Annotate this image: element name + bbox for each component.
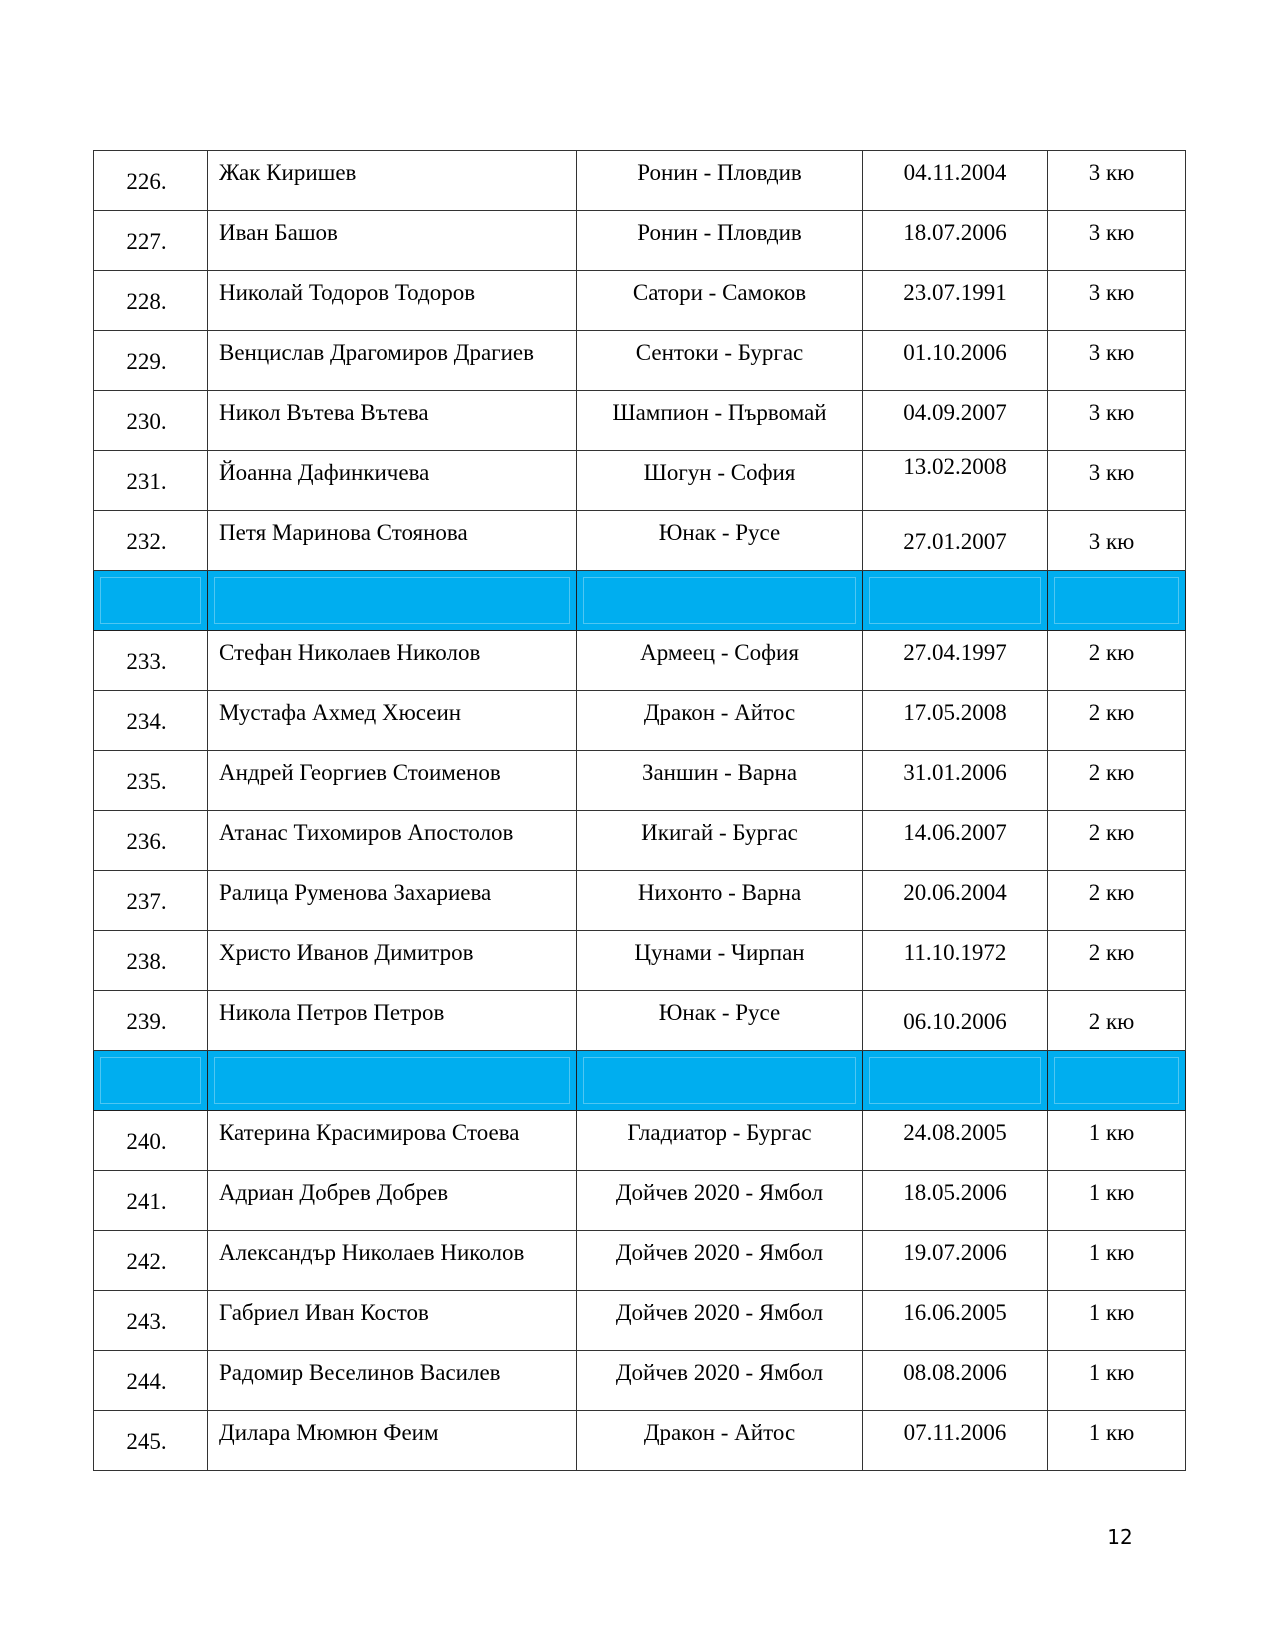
rank-cell: 3 кю — [1048, 271, 1186, 331]
table-row — [94, 871, 1186, 931]
club-cell: Шогун - София — [577, 451, 863, 511]
birth-date-cell: 24.08.2005 — [863, 1111, 1048, 1171]
birth-date-cell: 07.11.2006 — [863, 1411, 1048, 1471]
club-cell: Армеец - София — [577, 631, 863, 691]
rank-cell: 3 кю — [1048, 511, 1186, 571]
row-number-cell: 229. — [94, 331, 208, 391]
athlete-name-cell: Атанас Тихомиров Апостолов — [208, 811, 577, 871]
birth-date-cell: 17.05.2008 — [863, 691, 1048, 751]
club-cell: Цунами - Чирпан — [577, 931, 863, 991]
rank-cell: 3 кю — [1048, 391, 1186, 451]
athlete-name-cell: Мустафа Ахмед Хюсеин — [208, 691, 577, 751]
club-cell: Юнак - Русе — [577, 511, 863, 571]
athlete-name-cell: Никол Вътева Вътева — [208, 391, 577, 451]
separator-cell — [208, 571, 577, 631]
club-cell: Гладиатор - Бургас — [577, 1111, 863, 1171]
table-row — [94, 1231, 1186, 1291]
athlete-name-cell: Венцислав Драгомиров Драгиев — [208, 331, 577, 391]
separator-cell — [94, 571, 208, 631]
participants-table — [93, 150, 1186, 1471]
table-row — [94, 1351, 1186, 1411]
club-cell: Икигай - Бургас — [577, 811, 863, 871]
separator-cell — [94, 1051, 208, 1111]
rank-cell: 2 кю — [1048, 811, 1186, 871]
row-number-cell: 228. — [94, 271, 208, 331]
birth-date-cell: 04.11.2004 — [863, 151, 1048, 211]
club-cell: Сентоки - Бургас — [577, 331, 863, 391]
table-row — [94, 451, 1186, 511]
birth-date-cell: 11.10.1972 — [863, 931, 1048, 991]
row-number-cell: 227. — [94, 211, 208, 271]
athlete-name-cell: Петя Маринова Стоянова — [208, 511, 577, 571]
rank-cell: 2 кю — [1048, 931, 1186, 991]
page-number: 12 — [1107, 1525, 1133, 1549]
table-row — [94, 811, 1186, 871]
athlete-name-cell: Радомир Веселинов Василев — [208, 1351, 577, 1411]
club-cell: Заншин - Варна — [577, 751, 863, 811]
table-row — [94, 211, 1186, 271]
table-row — [94, 751, 1186, 811]
table-row — [94, 331, 1186, 391]
row-number-cell: 237. — [94, 871, 208, 931]
table-row — [94, 151, 1186, 211]
athlete-name-cell: Андрей Георгиев Стоименов — [208, 751, 577, 811]
rank-cell: 2 кю — [1048, 991, 1186, 1051]
separator-cell — [1048, 1051, 1186, 1111]
birth-date-cell: 08.08.2006 — [863, 1351, 1048, 1411]
row-number-cell: 242. — [94, 1231, 208, 1291]
rank-cell: 3 кю — [1048, 151, 1186, 211]
rank-cell: 1 кю — [1048, 1231, 1186, 1291]
athlete-name-cell: Йоанна Дафинкичева — [208, 451, 577, 511]
club-cell: Ронин - Пловдив — [577, 151, 863, 211]
club-cell: Дракон - Айтос — [577, 691, 863, 751]
birth-date-cell: 16.06.2005 — [863, 1291, 1048, 1351]
rank-cell: 1 кю — [1048, 1411, 1186, 1471]
birth-date-cell: 14.06.2007 — [863, 811, 1048, 871]
rank-cell: 1 кю — [1048, 1111, 1186, 1171]
birth-date-cell: 04.09.2007 — [863, 391, 1048, 451]
rank-cell: 3 кю — [1048, 211, 1186, 271]
row-number-cell: 231. — [94, 451, 208, 511]
row-number-cell: 236. — [94, 811, 208, 871]
table-row — [94, 991, 1186, 1051]
row-number-cell: 226. — [94, 151, 208, 211]
separator-cell — [1048, 571, 1186, 631]
table-row — [94, 631, 1186, 691]
birth-date-cell: 19.07.2006 — [863, 1231, 1048, 1291]
birth-date-cell: 01.10.2006 — [863, 331, 1048, 391]
rank-cell: 3 кю — [1048, 451, 1186, 511]
table-row — [94, 391, 1186, 451]
table-row — [94, 931, 1186, 991]
row-number-cell: 232. — [94, 511, 208, 571]
row-number-cell: 243. — [94, 1291, 208, 1351]
separator-cell — [577, 571, 863, 631]
club-cell: Сатори - Самоков — [577, 271, 863, 331]
row-number-cell: 238. — [94, 931, 208, 991]
participants-table-body — [94, 151, 1186, 1471]
table-row — [94, 511, 1186, 571]
group-separator-row — [94, 1051, 1186, 1111]
club-cell: Дойчев 2020 - Ямбол — [577, 1171, 863, 1231]
athlete-name-cell: Габриел Иван Костов — [208, 1291, 577, 1351]
table-row — [94, 1111, 1186, 1171]
athlete-name-cell: Катерина Красимирова Стоева — [208, 1111, 577, 1171]
separator-cell — [863, 1051, 1048, 1111]
row-number-cell: 244. — [94, 1351, 208, 1411]
athlete-name-cell: Жак Киришев — [208, 151, 577, 211]
birth-date-cell: 20.06.2004 — [863, 871, 1048, 931]
athlete-name-cell: Адриан Добрев Добрев — [208, 1171, 577, 1231]
row-number-cell: 240. — [94, 1111, 208, 1171]
athlete-name-cell: Стефан Николаев Николов — [208, 631, 577, 691]
rank-cell: 2 кю — [1048, 691, 1186, 751]
birth-date-cell: 31.01.2006 — [863, 751, 1048, 811]
club-cell: Ронин - Пловдив — [577, 211, 863, 271]
table-row — [94, 691, 1186, 751]
row-number-cell: 234. — [94, 691, 208, 751]
rank-cell: 2 кю — [1048, 871, 1186, 931]
row-number-cell: 235. — [94, 751, 208, 811]
separator-cell — [208, 1051, 577, 1111]
athlete-name-cell: Николай Тодоров Тодоров — [208, 271, 577, 331]
rank-cell: 1 кю — [1048, 1291, 1186, 1351]
rank-cell: 3 кю — [1048, 331, 1186, 391]
rank-cell: 1 кю — [1048, 1171, 1186, 1231]
group-separator-row — [94, 571, 1186, 631]
birth-date-cell: 27.04.1997 — [863, 631, 1048, 691]
table-row — [94, 271, 1186, 331]
club-cell: Дойчев 2020 - Ямбол — [577, 1351, 863, 1411]
separator-cell — [863, 571, 1048, 631]
separator-cell — [577, 1051, 863, 1111]
club-cell: Нихонто - Варна — [577, 871, 863, 931]
birth-date-cell: 18.05.2006 — [863, 1171, 1048, 1231]
table-row — [94, 1411, 1186, 1471]
athlete-name-cell: Ралица Руменова Захариева — [208, 871, 577, 931]
table-row — [94, 1171, 1186, 1231]
birth-date-cell: 06.10.2006 — [863, 991, 1048, 1051]
club-cell: Юнак - Русе — [577, 991, 863, 1051]
athlete-name-cell: Христо Иванов Димитров — [208, 931, 577, 991]
athlete-name-cell: Александър Николаев Николов — [208, 1231, 577, 1291]
birth-date-cell: 13.02.2008 — [863, 451, 1048, 511]
athlete-name-cell: Иван Башов — [208, 211, 577, 271]
rank-cell: 1 кю — [1048, 1351, 1186, 1411]
athlete-name-cell: Никола Петров Петров — [208, 991, 577, 1051]
row-number-cell: 239. — [94, 991, 208, 1051]
rank-cell: 2 кю — [1048, 751, 1186, 811]
athlete-name-cell: Дилара Мюмюн Феим — [208, 1411, 577, 1471]
club-cell: Дракон - Айтос — [577, 1411, 863, 1471]
row-number-cell: 233. — [94, 631, 208, 691]
row-number-cell: 241. — [94, 1171, 208, 1231]
row-number-cell: 245. — [94, 1411, 208, 1471]
birth-date-cell: 18.07.2006 — [863, 211, 1048, 271]
rank-cell: 2 кю — [1048, 631, 1186, 691]
table-row — [94, 1291, 1186, 1351]
birth-date-cell: 27.01.2007 — [863, 511, 1048, 571]
birth-date-cell: 23.07.1991 — [863, 271, 1048, 331]
row-number-cell: 230. — [94, 391, 208, 451]
club-cell: Дойчев 2020 - Ямбол — [577, 1231, 863, 1291]
club-cell: Шампион - Първомай — [577, 391, 863, 451]
club-cell: Дойчев 2020 - Ямбол — [577, 1291, 863, 1351]
